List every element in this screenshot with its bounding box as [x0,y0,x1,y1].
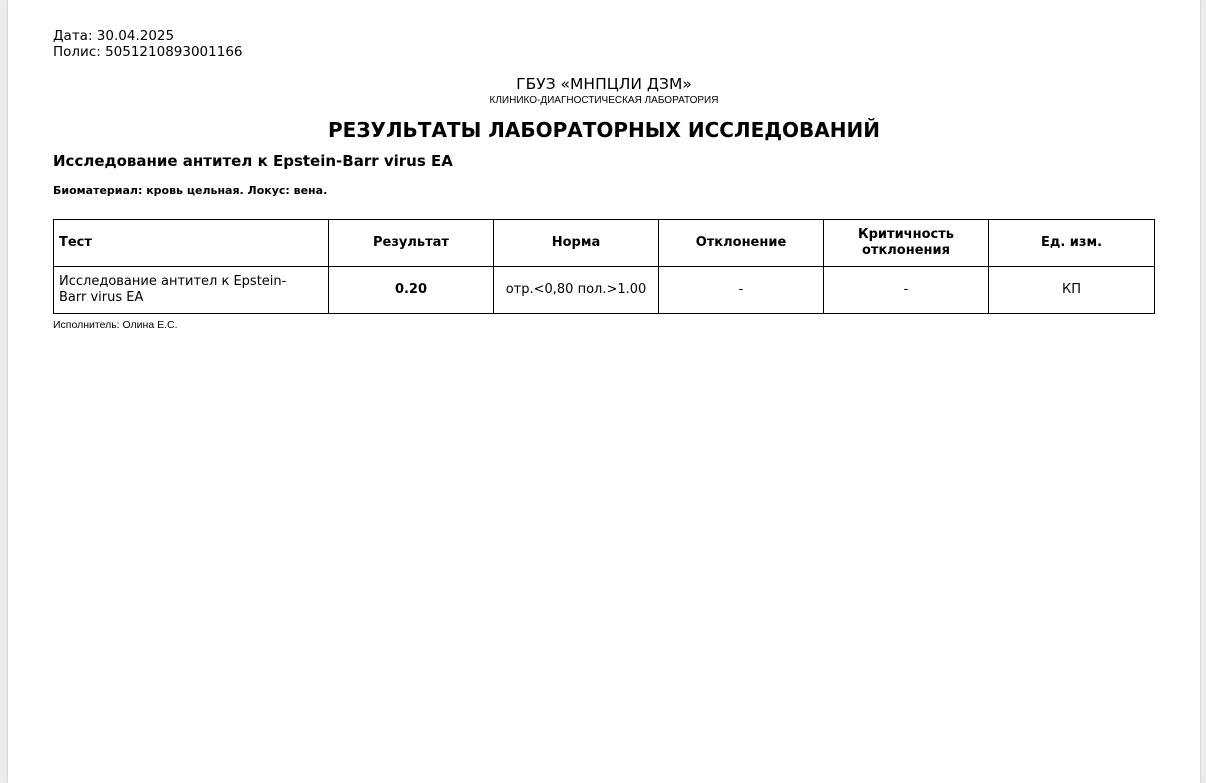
header-test: Тест [54,220,329,267]
report-title: РЕЗУЛЬТАТЫ ЛАБОРАТОРНЫХ ИССЛЕДОВАНИЙ [328,118,880,142]
header-result: Результат [329,220,494,267]
cell-norm: отр.<0,80 пол.>1.00 [494,267,659,314]
header-deviation: Отклонение [659,220,824,267]
cell-test [54,267,329,314]
header-criticality-line2: отклонения [862,243,950,258]
cell-unit: КП [989,267,1155,314]
organization-department: КЛИНИКО-ДИАГНОСТИЧЕСКАЯ ЛАБОРАТОРИЯ [489,95,719,106]
header-criticality-line1: Критичность [858,227,954,242]
document-meta [53,28,243,60]
biomaterial-line: Биоматериал: кровь цельная. Локус: вена. [53,184,328,197]
document-page [8,0,1200,783]
header-unit: Ед. изм. [989,220,1155,267]
cell-result: 0.20 [329,267,494,314]
header-norm: Норма [494,220,659,267]
date-line: Дата: 30.04.2025 [53,28,175,44]
cell-deviation: - [659,267,824,314]
header-criticality [824,220,989,267]
policy-line: Полис: 5051210893001166 [53,44,243,60]
table-row [54,267,1155,314]
cell-criticality: - [824,267,989,314]
table-header-row [54,220,1155,267]
executor-line: Исполнитель: Олина Е.С. [53,319,178,331]
cell-test-text: Исследование антител к Epstein-Barr virus EA [59,274,287,305]
results-table [53,219,1155,314]
organization-name: ГБУЗ «МНПЦЛИ ДЗМ» [516,75,692,93]
study-title: Исследование антител к Epstein-Barr virus EA [53,152,453,170]
